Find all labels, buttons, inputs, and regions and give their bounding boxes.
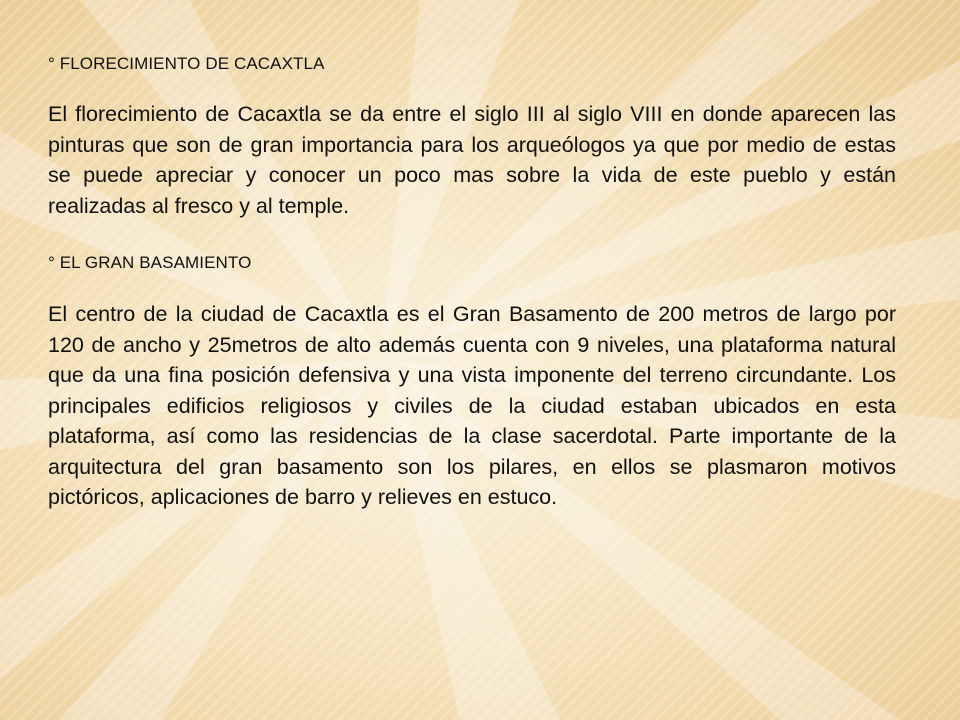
section-body-basamento: El centro de la ciudad de Cacaxtla es el Gran Basamento de 200 metros de largo por 120 de ancho y 25metros de alto además cuenta con 9 niveles, una plataforma natural que da una fina posición defensiva y una vista imponente del terreno circundante. Los principales edificios religiosos y civiles de la ciudad estaban ubicados en esta plataforma, así como las residencias de la clase sacerdotal. Parte importante de la arquitectura del gran basamento son los pilares, en ellos se plasmaron motivos pictóricos, aplicaciones de barro y relieves en estuco. [48,302,896,509]
section-heading-basamento: ° EL GRAN BASAMIENTO [48,253,252,272]
section-body-florecimiento: El florecimiento de Cacaxtla se da entre el siglo III al siglo VIII en donde aparecen las pinturas que son de gran importancia para los arqueólogos ya que por medio de estas se puede apreciar y conocer un poco mas sobre la vida de este pueblo y están realizadas al fresco y al temple. [48,102,896,218]
slide-content [48,52,896,513]
section-heading-florecimiento: ° FLORECIMIENTO DE CACAXTLA [48,54,325,73]
